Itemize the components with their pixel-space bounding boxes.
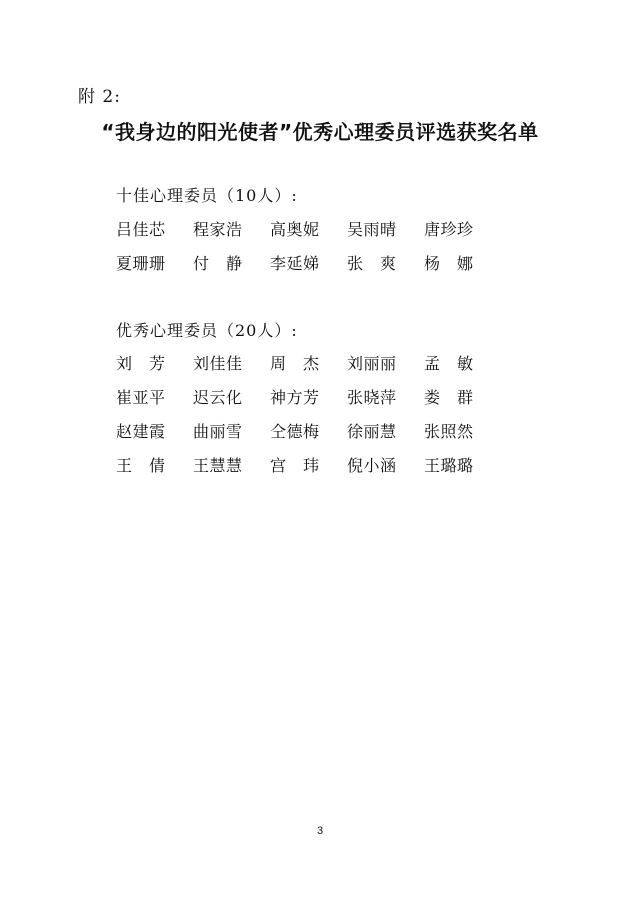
page-number: 3 (316, 825, 324, 837)
section-heading-excellent: 优秀心理委员（20人）: (116, 321, 298, 340)
name-item: 娄 群 (424, 387, 474, 407)
name-item: 迟云化 (193, 387, 243, 407)
top-ten-name-list (116, 211, 536, 279)
name-item: 曲丽雪 (193, 421, 243, 441)
name-row (116, 379, 536, 413)
name-item: 王璐璐 (424, 455, 474, 475)
name-item: 刘丽丽 (347, 353, 397, 373)
name-item: 程家浩 (193, 219, 243, 239)
name-item: 张 爽 (347, 253, 397, 273)
excellent-name-list (116, 345, 536, 481)
name-item: 孟 敏 (424, 353, 474, 373)
name-item: 高奥妮 (270, 219, 320, 239)
name-item: 神方芳 (270, 387, 320, 407)
name-item: 夏珊珊 (116, 253, 166, 273)
name-item: 王 倩 (116, 455, 166, 475)
name-item: 徐丽慧 (347, 421, 397, 441)
name-item: 仝德梅 (270, 421, 320, 441)
name-item: 周 杰 (270, 353, 320, 373)
name-item: 唐珍珍 (424, 219, 474, 239)
name-item: 倪小涵 (347, 455, 397, 475)
appendix-label: 附 2: (78, 87, 121, 107)
name-item: 崔亚平 (116, 387, 166, 407)
name-item: 张照然 (424, 421, 474, 441)
name-item: 刘 芳 (116, 353, 166, 373)
name-row (116, 345, 536, 379)
name-item: 李延娣 (270, 253, 320, 273)
name-item: 吕佳芯 (116, 219, 166, 239)
name-item: 宫 玮 (270, 455, 320, 475)
name-item: 杨 娜 (424, 253, 474, 273)
name-item: 付 静 (193, 253, 243, 273)
name-item: 刘佳佳 (193, 353, 243, 373)
name-item: 王慧慧 (193, 455, 243, 475)
name-row (116, 413, 536, 447)
name-item: 赵建霞 (116, 421, 166, 441)
name-item: 吴雨晴 (347, 219, 397, 239)
name-row (116, 245, 536, 279)
section-heading-top-ten: 十佳心理委员（10人）: (116, 186, 298, 205)
document-title: “我身边的阳光使者”优秀心理委员评选获奖名单 (101, 120, 539, 144)
name-row (116, 211, 536, 245)
name-item: 张晓萍 (347, 387, 397, 407)
name-row (116, 447, 536, 481)
